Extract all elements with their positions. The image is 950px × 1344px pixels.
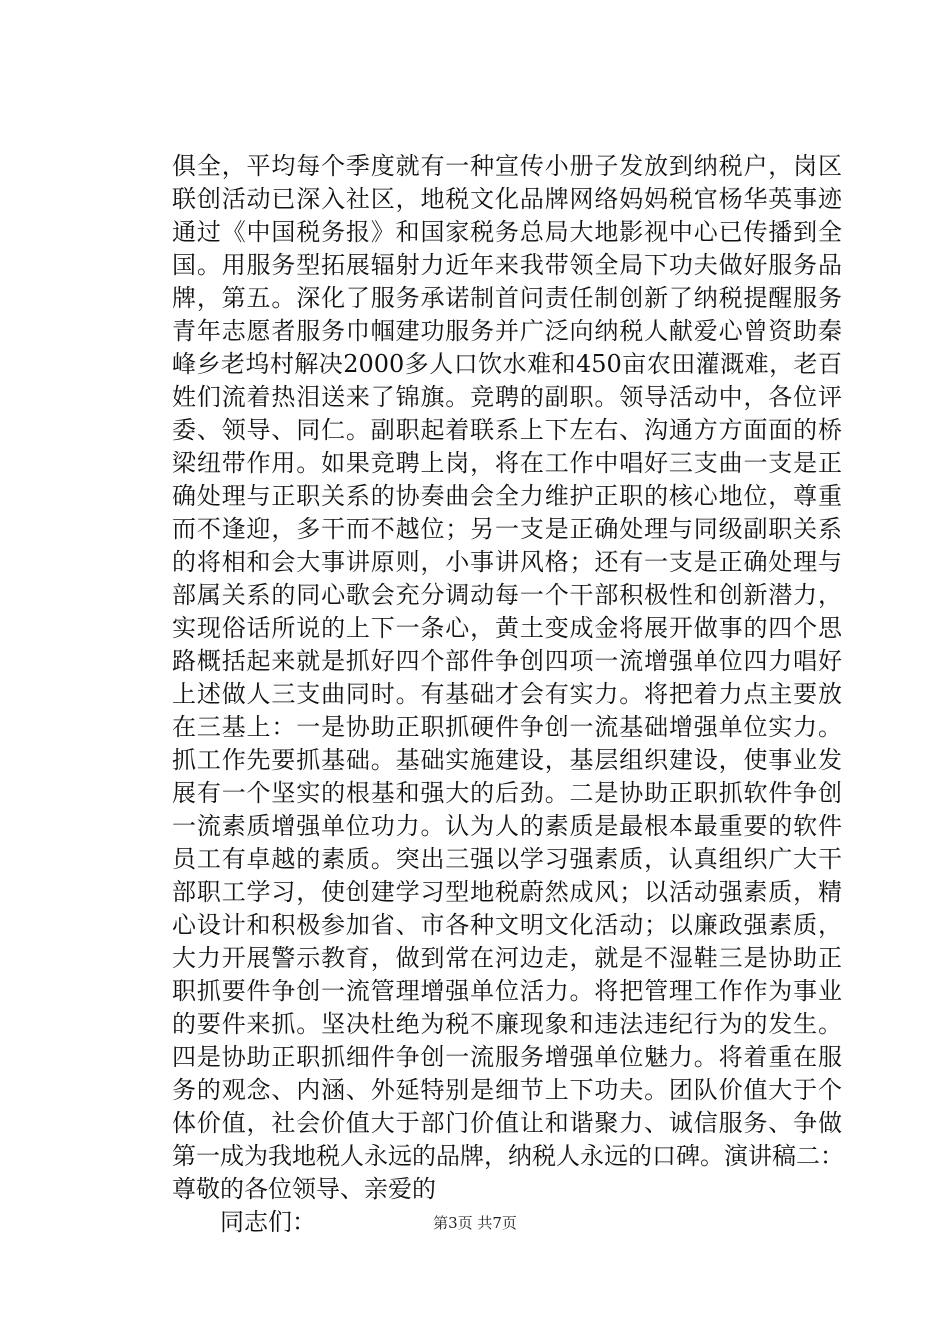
text-line: 上述做人三支曲同时。有基础才会有实力。将把着力点主要放 (172, 680, 842, 708)
text-line: 通过《中国税务报》和国家税务总局大地影视中心已传播到全 (172, 218, 842, 246)
text-line: 一流素质增强单位功力。认为人的素质是最根本最重要的软件 (172, 812, 842, 840)
text-line: 的将相和会大事讲原则，小事讲风格；还有一支是正确处理与 (172, 548, 842, 576)
text-line: 大力开展警示教育，做到常在河边走，就是不湿鞋三是协助正 (172, 944, 842, 972)
text-line: 俱全，平均每个季度就有一种宣传小册子发放到纳税户，岗区 (172, 152, 842, 180)
text-line: 路概括起来就是抓好四个部件争创四项一流增强单位四力唱好 (172, 647, 842, 675)
page-number-footer: 第3页 共7页 (433, 1214, 517, 1232)
text-line: 国。用服务型拓展辐射力近年来我带领全局下功夫做好服务品 (172, 251, 842, 279)
text-line: 务的观念、内涵、外延特别是细节上下功夫。团队价值大于个 (172, 1076, 842, 1104)
text-line: 联创活动已深入社区，地税文化品牌网络妈妈税官杨华英事迹 (172, 185, 842, 213)
text-line: 心设计和积极参加省、市各种文明文化活动；以廉政强素质， (172, 911, 842, 939)
text-line: 确处理与正职关系的协奏曲会全力维护正职的核心地位，尊重 (172, 482, 842, 510)
text-line: 职抓要件争创一流管理增强单位活力。将把管理工作作为事业 (172, 977, 842, 1005)
text-line: 四是协助正职抓细件争创一流服务增强单位魅力。将着重在服 (172, 1043, 842, 1071)
text-line: 牌，第五。深化了服务承诺制首问责任制创新了纳税提醒服务 (172, 284, 842, 312)
text-line: 姓们流着热泪送来了锦旗。竞聘的副职。领导活动中，各位评 (172, 383, 842, 411)
text-line: 青年志愿者服务巾帼建功服务并广泛向纳税人献爱心曾资助秦 (172, 317, 842, 345)
text-line: 体价值，社会价值大于部门价值让和谐聚力、诚信服务、争做 (172, 1109, 842, 1137)
text-line: 员工有卓越的素质。突出三强以学习强素质，认真组织广大干 (172, 845, 842, 873)
text-line: 梁纽带作用。如果竞聘上岗，将在工作中唱好三支曲一支是正 (172, 449, 842, 477)
text-line: 实现俗话所说的上下一条心，黄土变成金将展开做事的四个思 (172, 614, 842, 642)
text-line: 峰乡老坞村解决2000多人口饮水难和450亩农田灌溉难，老百 (172, 350, 842, 378)
text-line: 在三基上：一是协助正职抓硬件争创一流基础增强单位实力。 (172, 713, 842, 741)
text-line: 而不逢迎，多干而不越位；另一支是正确处理与同级副职关系 (172, 515, 842, 543)
text-line: 尊敬的各位领导、亲爱的 (172, 1175, 436, 1203)
document-body (172, 150, 842, 1239)
text-line: 部职工学习，使创建学习型地税蔚然成风；以活动强素质，精 (172, 878, 842, 906)
text-line: 展有一个坚实的根基和强大的后劲。二是协助正职抓软件争创 (172, 779, 842, 807)
salutation: 同志们： (220, 1208, 316, 1236)
text-line: 的要件来抓。坚决杜绝为税不廉现象和违法违纪行为的发生。 (172, 1010, 842, 1038)
text-line: 部属关系的同心歌会充分调动每一个干部积极性和创新潜力， (172, 581, 842, 609)
text-line: 抓工作先要抓基础。基础实施建设，基层组织建设，使事业发 (172, 746, 842, 774)
text-line: 第一成为我地税人永远的品牌，纳税人永远的口碑。演讲稿二： (172, 1142, 844, 1170)
text-line: 委、领导、同仁。副职起着联系上下左右、沟通方方面面的桥 (172, 416, 842, 444)
